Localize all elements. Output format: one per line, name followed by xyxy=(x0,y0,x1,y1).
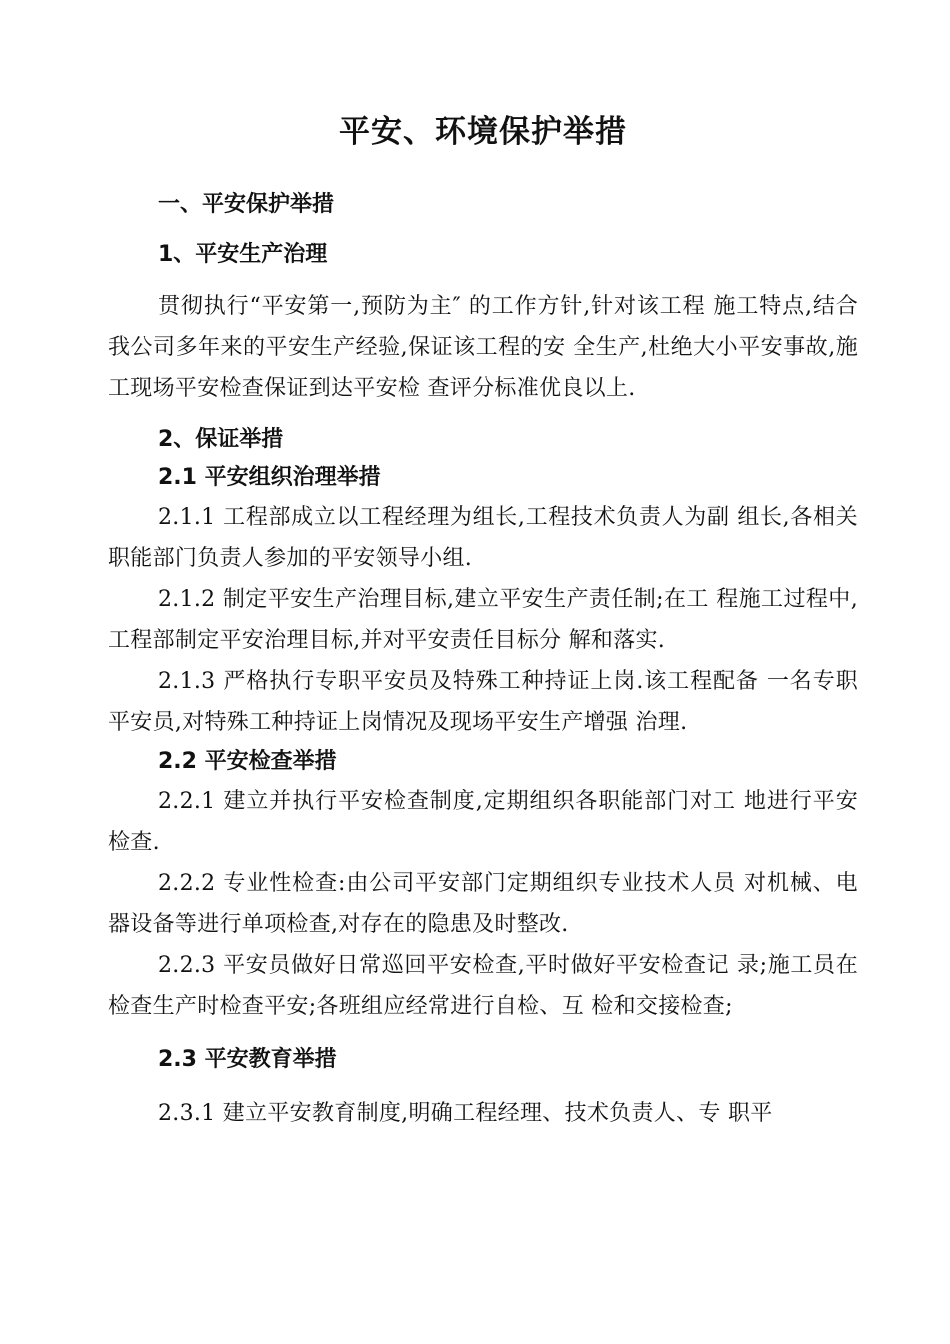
document-title: 平安、环境保护举措 xyxy=(339,114,627,150)
paragraph: 2.1.1 工程部成立以工程经理为组长,工程技术负责人为副 组长,各相关职能部门负责人参加的平安领导小组. xyxy=(108,505,858,571)
paragraph: 2.1.2 制定平安生产治理目标,建立平安生产责任制;在工 程施工过程中,工程部制定平安治理目标,并对平安责任目标分 解和落实. xyxy=(108,587,858,653)
paragraph: 2.2.1 建立并执行平安检查制度,定期组织各职能部门对工 地进行平安检查. xyxy=(108,789,858,855)
paragraph: 2.2.2 专业性检查:由公司平安部门定期组织专业技术人员 对机械、电器设备等进行单项检查,对存在的隐患及时整改. xyxy=(108,871,858,937)
paragraph: 2.3.1 建立平安教育制度,明确工程经理、技术负责人、专 职平 xyxy=(158,1101,773,1126)
paragraph: 贯彻执行“平安第一,预防为主″ 的工作方针,针对该工程 施工特点,结合我公司多年来的平安生产经验,保证该工程的安 全生产,杜绝大小平安事故,施工现场平安检查保证到达平安检 查评分标准优良以上. xyxy=(108,294,858,401)
section-heading: 1、平安生产治理 xyxy=(158,242,328,267)
document-page xyxy=(108,106,858,1134)
section-heading: 一、平安保护举措 xyxy=(158,192,335,217)
section-heading: 2.2 平安检查举措 xyxy=(158,749,337,774)
paragraph: 2.1.3 严格执行专职平安员及特殊工种持证上岗.该工程配备 一名专职平安员,对特殊工种持证上岗情况及现场平安生产增强 治理. xyxy=(108,669,858,735)
section-heading: 2.3 平安教育举措 xyxy=(158,1047,337,1072)
section-heading: 2.1 平安组织治理举措 xyxy=(158,465,381,490)
section-heading: 2、保证举措 xyxy=(158,427,284,452)
paragraph: 2.2.3 平安员做好日常巡回平安检查,平时做好平安检查记 录;施工员在检查生产时检查平安;各班组应经常进行自检、互 检和交接检查; xyxy=(108,953,858,1019)
